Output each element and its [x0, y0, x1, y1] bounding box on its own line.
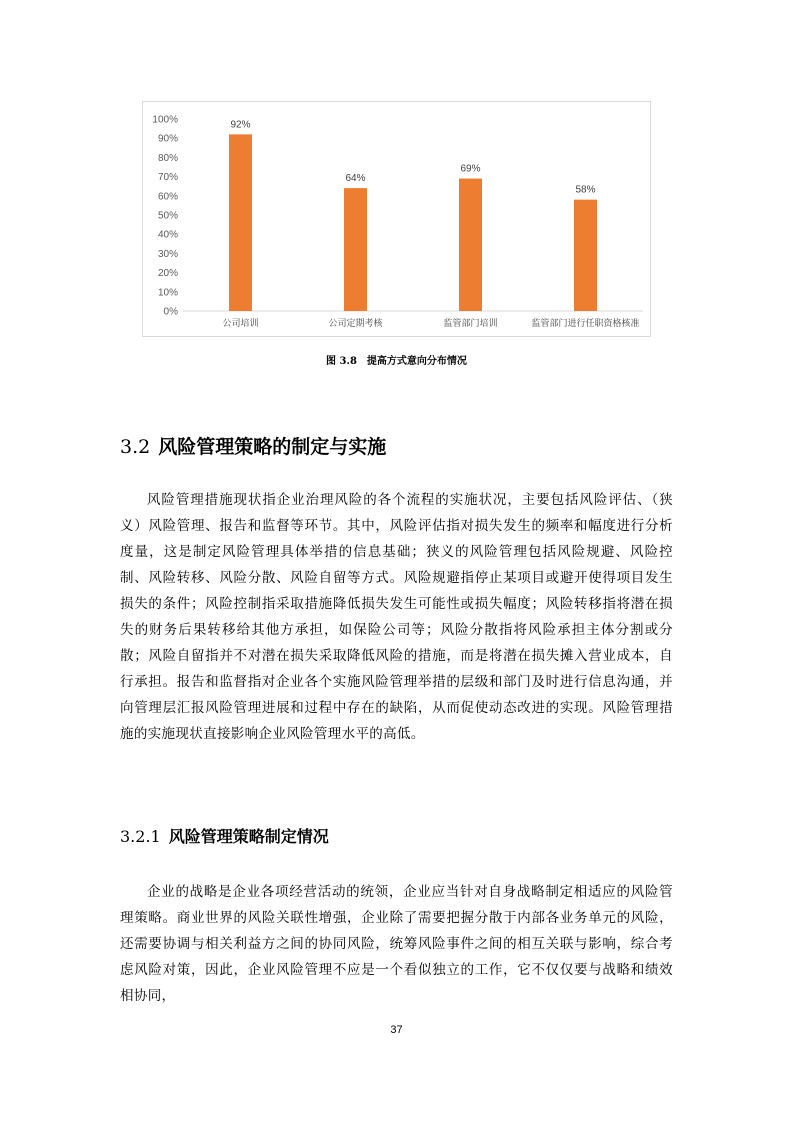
bar	[459, 179, 482, 311]
subsection-heading	[120, 824, 329, 847]
bar	[574, 200, 597, 311]
bar	[229, 134, 252, 311]
y-tick-label: 0%	[163, 306, 178, 318]
bar-chart-svg	[143, 102, 652, 338]
section-heading	[120, 432, 386, 459]
subsection-number: 3.2.1	[120, 827, 161, 846]
data-label: 92%	[230, 119, 251, 131]
section-paragraph: 风险管理措施现状指企业治理风险的各个流程的实施状况，主要包括风险评估、（狭义）风险管理、报告和监督等环节。其中，风险评估指对损失发生的频率和幅度进行分析度量，这是制定风险管理具体举措的信息基础；狭义的风险管理包括风险规避、风险控制、风险转移、风险分散、风险自留等方式。风险规避指停止某项目或避开使得项目发生损失的条件；风险控制指采取措施降低损失发生可能性或损失幅度；风险转移指将潜在损失的财务后果转移给其他方承担，如保险公司等；风险分散指将风险承担主体分割或分散；风险自留指并不对潜在损失采取降低风险的措施，而是将潜在损失摊入营业成本，自行承担。报告和监督指对企业各个实施风险管理举措的层级和部门及时进行信息沟通，并向管理层汇报风险管理进展和过程中存在的缺陷，从而促使动态改进的实现。风险管理措施的实施现状直接影响企业风险管理水平的高低。	[120, 492, 673, 742]
bar	[344, 188, 367, 311]
y-tick-label: 60%	[157, 191, 178, 203]
data-label: 58%	[575, 184, 596, 196]
y-tick-label: 100%	[152, 114, 178, 126]
x-tick-label: 监管部门培训	[443, 318, 498, 328]
y-tick-label: 40%	[157, 229, 178, 241]
x-tick-label: 监管部门进行任职资格核准	[531, 318, 640, 328]
section-title: 风险管理策略的制定与实施	[158, 436, 387, 458]
figure-caption: 图 3.8 提高方式意向分布情况	[326, 356, 467, 367]
x-tick-label: 公司定期考核	[328, 318, 383, 328]
page-number: 37	[390, 1024, 403, 1036]
y-tick-label: 20%	[157, 268, 178, 280]
bar-chart	[142, 101, 651, 337]
y-tick-label: 10%	[157, 287, 178, 299]
subsection-title: 风险管理策略制定情况	[168, 827, 329, 846]
x-tick-label: 公司培训	[222, 318, 259, 328]
subsection-paragraph: 企业的战略是企业各项经营活动的统领，企业应当针对自身战略制定相适应的风险管理策略。商业世界的风险关联性增强，企业除了需要把握分散于内部各业务单元的风险，还需要协调与相关利益方之间的协同风险，统筹风险事件之间的相互关联与影响，综合考虑风险对策，因此，企业风险管理不应是一个看似独立的工作，它不仅仅要与战略和绩效相协同，	[120, 884, 673, 1004]
section-number: 3.2	[120, 436, 151, 458]
data-label: 69%	[460, 163, 481, 175]
y-tick-label: 90%	[157, 133, 178, 145]
data-label: 64%	[345, 173, 366, 185]
y-tick-label: 50%	[157, 210, 178, 222]
y-tick-label: 30%	[157, 248, 178, 260]
y-tick-label: 70%	[157, 172, 178, 184]
y-tick-label: 80%	[157, 152, 178, 164]
